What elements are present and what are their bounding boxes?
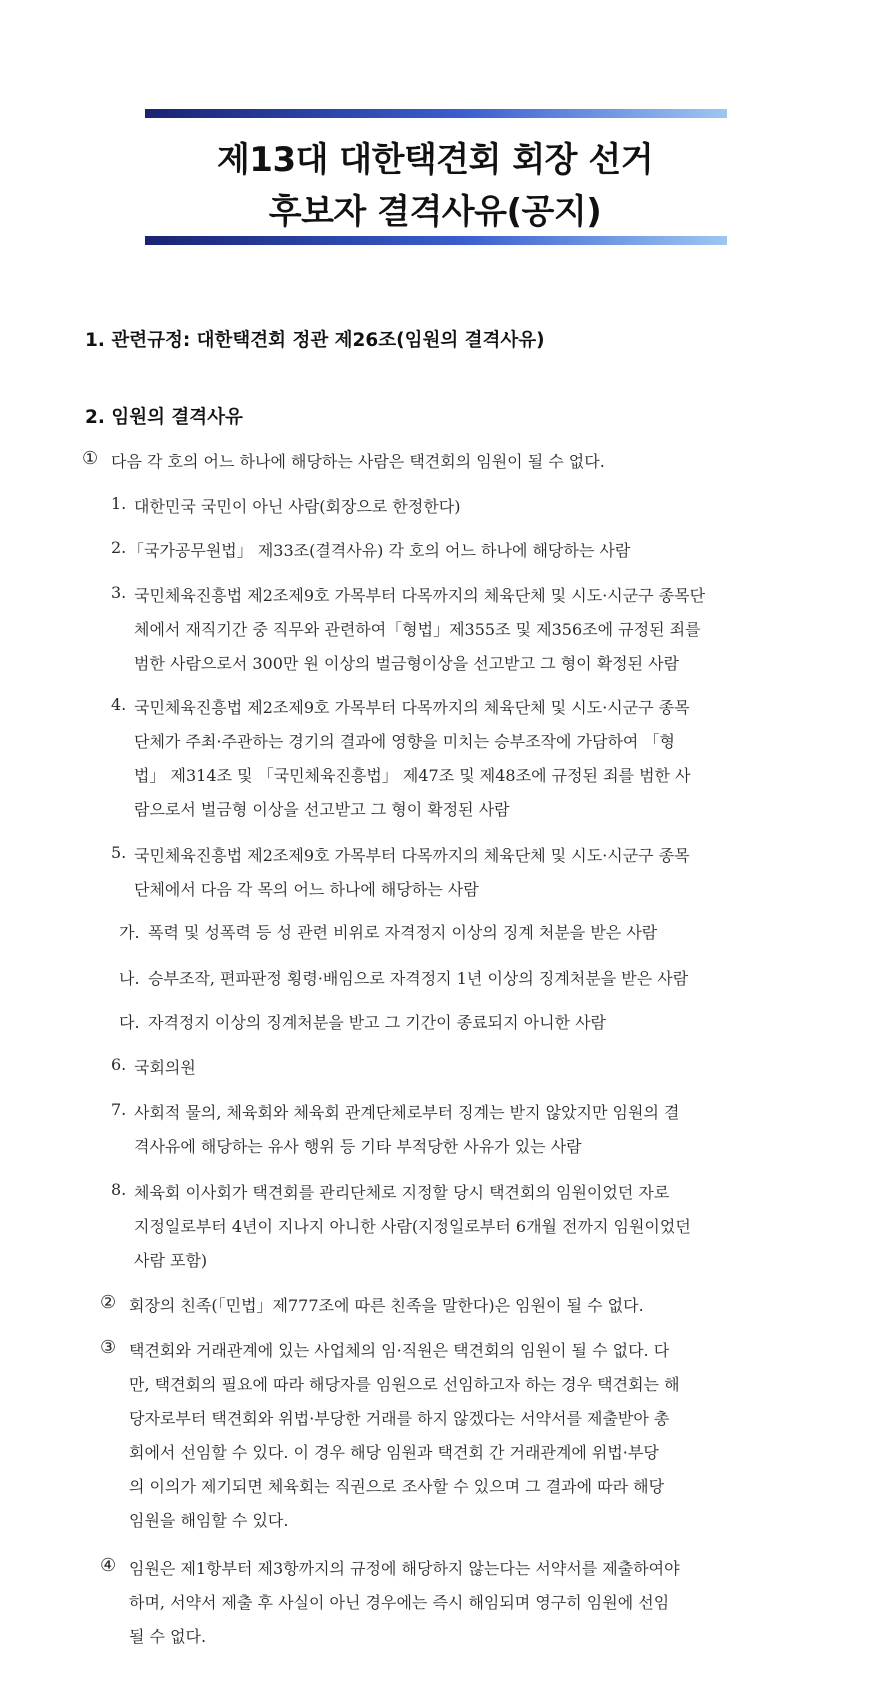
item-3-line-1: 국민체육진흥법 제2조제9호 가목부터 다목까지의 체육단체 및 시도·시군구 종목단 xyxy=(134,586,706,605)
item-8-marker: 8. xyxy=(111,1180,127,1199)
title-bottom-rule xyxy=(145,236,727,245)
page-subtitle: 후보자 결격사유(공지) xyxy=(268,192,602,232)
para-3-line-3: 당자로부터 택견회와 위법·부당한 거래를 하지 않겠다는 서약서를 제출받아 총 xyxy=(129,1409,670,1428)
para-2-marker: ② xyxy=(100,1292,117,1313)
item-4-line-4: 람으로서 벌금형 이상을 선고받고 그 형이 확정된 사람 xyxy=(134,800,510,819)
item-1-marker: 1. xyxy=(111,494,127,513)
item-3-line-2: 체에서 재직기간 중 직무와 관련하여「형법」제355조 및 제356조에 규정된 죄를 xyxy=(134,620,701,639)
item-6-marker: 6. xyxy=(111,1055,127,1074)
item-ga-line-1: 폭력 및 성폭력 등 성 관련 비위로 자격정지 이상의 징계 처분을 받은 사람 xyxy=(148,923,658,942)
item-na-marker: 나. xyxy=(119,969,140,988)
item-1-line-1: 대한민국 국민이 아닌 사람(회장으로 한정한다) xyxy=(134,497,461,516)
item-8-line-3: 사람 포함) xyxy=(134,1251,208,1270)
page-title: 제13대 대한택견회 회장 선거 xyxy=(216,140,654,180)
item-3-line-3: 범한 사람으로서 300만 원 이상의 벌금형이상을 선고받고 그 형이 확정된 사람 xyxy=(134,654,680,673)
item-7-line-1: 사회적 물의, 체육회와 체육회 관계단체로부터 징계는 받지 않았지만 임원의 결 xyxy=(134,1103,680,1122)
para-3-line-4: 회에서 선임할 수 있다. 이 경우 해당 임원과 택견회 간 거래관계에 위법·부당 xyxy=(129,1443,659,1462)
para-4-line-2: 하며, 서약서 제출 후 사실이 아닌 경우에는 즉시 해임되며 영구히 임원에 선임 xyxy=(129,1593,670,1612)
item-2-marker: 2. xyxy=(111,538,127,557)
para-1-marker: ① xyxy=(82,448,99,469)
para-2-line-1: 회장의 친족(「민법」제777조에 따른 친족을 말한다)은 임원이 될 수 없다. xyxy=(129,1296,644,1315)
item-4-line-2: 단체가 주최·주관하는 경기의 결과에 영향을 미치는 승부조작에 가담하여 「형 xyxy=(134,732,675,751)
item-5-line-2: 단체에서 다음 각 목의 어느 하나에 해당하는 사람 xyxy=(134,880,479,899)
item-4-marker: 4. xyxy=(111,695,127,714)
item-7-line-2: 격사유에 해당하는 유사 행위 등 기타 부적당한 사유가 있는 사람 xyxy=(134,1137,582,1156)
item-da-marker: 다. xyxy=(119,1013,140,1032)
item-3-marker: 3. xyxy=(111,583,127,602)
para-1-text: 다음 각 호의 어느 하나에 해당하는 사람은 택견회의 임원이 될 수 없다. xyxy=(111,452,605,471)
para-3-line-5: 의 이의가 제기되면 체육회는 직권으로 조사할 수 있으며 그 결과에 따라 해당 xyxy=(129,1477,665,1496)
item-4-line-3: 법」 제314조 및 「국민체육진흥법」 제47조 및 제48조에 규정된 죄를 범한 사 xyxy=(134,766,691,785)
item-na-line-1: 승부조작, 편파판정 횡령·배임으로 자격정지 1년 이상의 징계처분을 받은 사람 xyxy=(148,969,689,988)
para-3-line-1: 택견회와 거래관계에 있는 사업체의 임·직원은 택견회의 임원이 될 수 없다. 다 xyxy=(129,1341,670,1360)
title-top-rule xyxy=(145,109,727,118)
item-8-line-1: 체육회 이사회가 택견회를 관리단체로 지정할 당시 택견회의 임원이었던 자로 xyxy=(134,1183,670,1202)
item-8-line-2: 지정일로부터 4년이 지나지 아니한 사람(지정일로부터 6개월 전까지 임원이었던 xyxy=(134,1217,691,1236)
item-5-line-1: 국민체육진흥법 제2조제9호 가목부터 다목까지의 체육단체 및 시도·시군구 종목 xyxy=(134,846,690,865)
item-da-line-1: 자격정지 이상의 징계처분을 받고 그 기간이 종료되지 아니한 사람 xyxy=(148,1013,607,1032)
para-3-marker: ③ xyxy=(100,1337,117,1358)
item-5-marker: 5. xyxy=(111,843,127,862)
item-4-line-1: 국민체육진흥법 제2조제9호 가목부터 다목까지의 체육단체 및 시도·시군구 종목 xyxy=(134,698,690,717)
item-7-marker: 7. xyxy=(111,1100,127,1119)
item-ga-marker: 가. xyxy=(119,923,140,942)
para-4-line-1: 임원은 제1항부터 제3항까지의 규정에 해당하지 않는다는 서약서를 제출하여야 xyxy=(129,1559,680,1578)
section-1-heading: 1. 관련규정: 대한택견회 정관 제26조(임원의 결격사유) xyxy=(85,330,545,351)
para-3-line-6: 임원을 해임할 수 있다. xyxy=(129,1511,289,1530)
section-2-heading: 2. 임원의 결격사유 xyxy=(85,407,243,428)
para-3-line-2: 만, 택견회의 필요에 따라 해당자를 임원으로 선임하고자 하는 경우 택견회는 해 xyxy=(129,1375,680,1394)
item-2-line-1: 「국가공무원법」 제33조(결격사유) 각 호의 어느 하나에 해당하는 사람 xyxy=(128,541,631,560)
item-6-line-1: 국회의원 xyxy=(134,1058,196,1077)
para-4-line-3: 될 수 없다. xyxy=(129,1627,207,1646)
para-4-marker: ④ xyxy=(100,1555,117,1576)
